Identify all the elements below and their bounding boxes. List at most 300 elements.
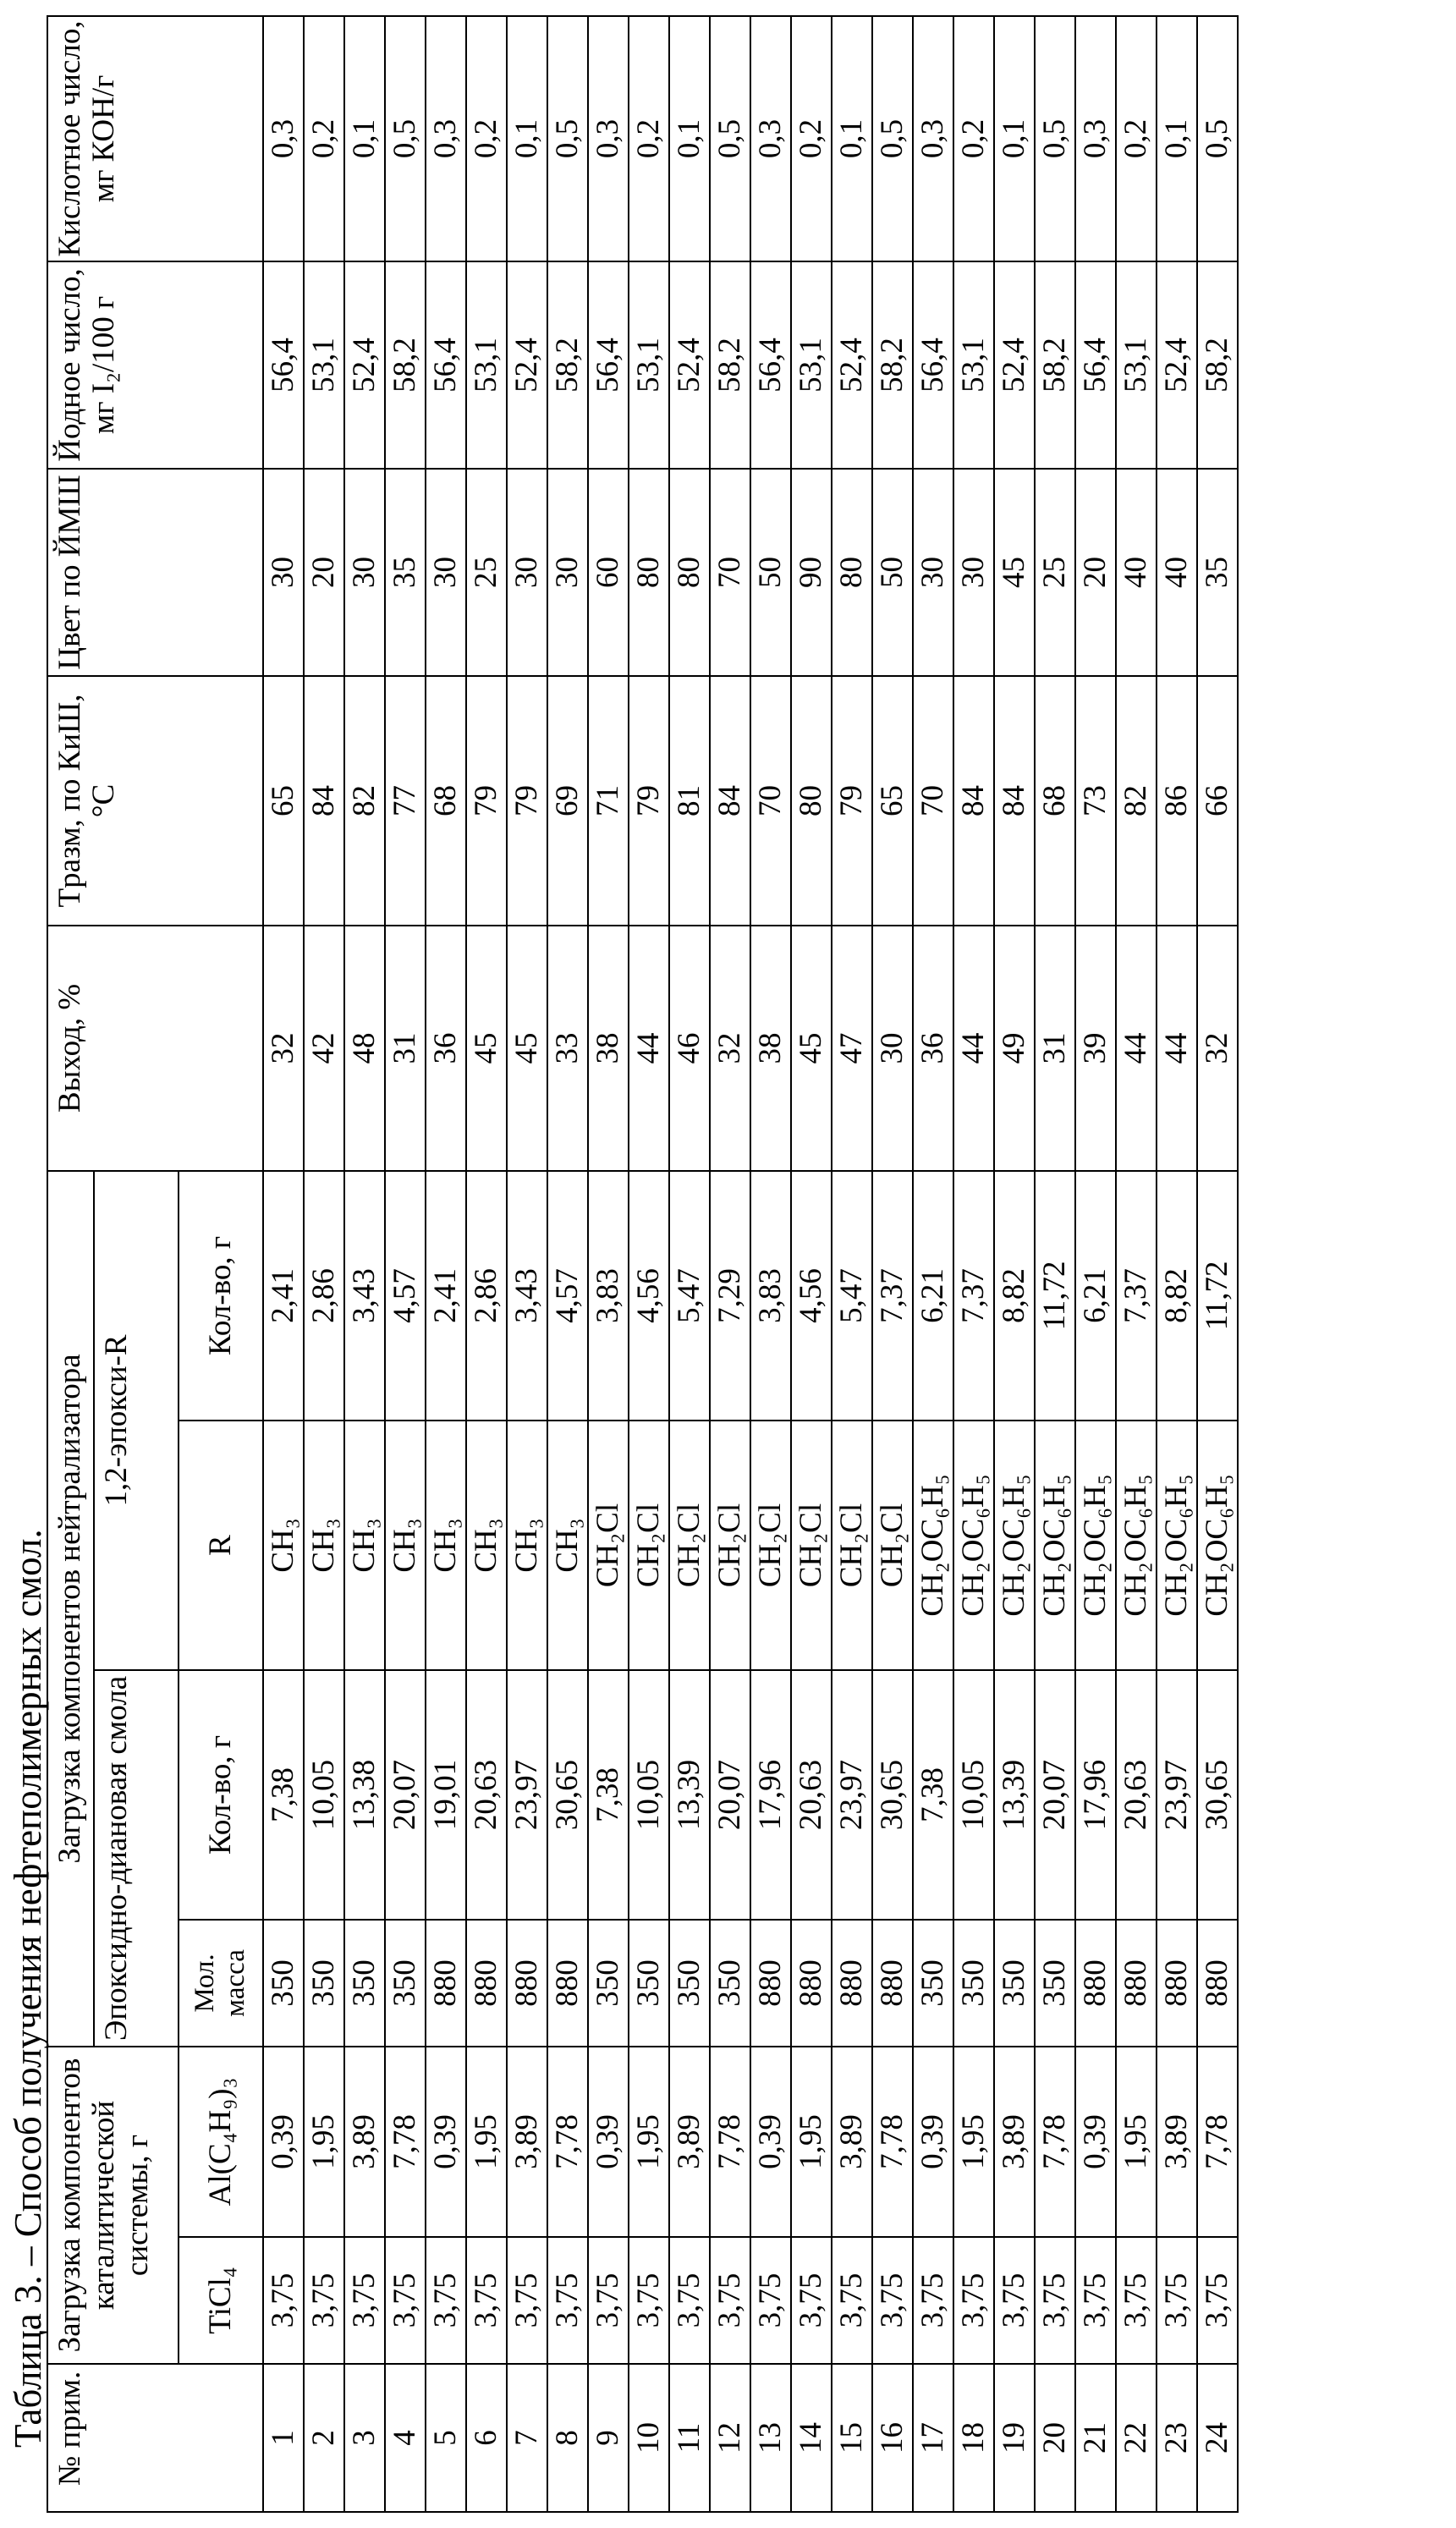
cell-al-tributyl: 0,39 [426, 2047, 466, 2237]
cell-yield: 45 [507, 926, 547, 1171]
cell-color: 40 [1157, 469, 1197, 676]
header-epoxy-resin: Эпоксидно-диановая смола [94, 1670, 179, 2047]
cell-al-tributyl: 1,95 [953, 2047, 994, 2237]
header-example-number: № прим. [47, 2364, 263, 2512]
cell-al-tributyl: 7,78 [1035, 2047, 1075, 2237]
cell-r-quantity: 4,56 [629, 1171, 669, 1421]
cell-acid-number: 0,2 [1116, 16, 1157, 261]
cell-al-tributyl: 3,89 [344, 2047, 385, 2237]
cell-al-tributyl: 1,95 [629, 2047, 669, 2237]
cell-mol-mass: 350 [669, 1920, 710, 2047]
cell-al-tributyl: 3,89 [832, 2047, 872, 2237]
cell-al-tributyl: 7,78 [710, 2047, 750, 2237]
cell-r-group: CH₂OC₆H₅ [1116, 1421, 1157, 1670]
cell-acid-number: 0,2 [629, 16, 669, 261]
cell-mol-mass: 350 [629, 1920, 669, 2047]
cell-iodine-number: 58,2 [872, 261, 913, 469]
cell-softening-temp: 73 [1075, 676, 1116, 926]
cell-al-tributyl: 7,78 [547, 2047, 588, 2237]
cell-acid-number: 0,5 [710, 16, 750, 261]
cell-ticl4: 3,75 [832, 2237, 872, 2364]
cell-epoxy-quantity: 13,39 [994, 1670, 1035, 1920]
cell-yield: 38 [588, 926, 629, 1171]
header-acid-number: Кислотное число, мг КОН/г [47, 16, 263, 261]
cell-example-number: 4 [385, 2364, 426, 2512]
cell-epoxy-quantity: 30,65 [547, 1670, 588, 1920]
cell-epoxy-quantity: 13,38 [344, 1670, 385, 1920]
cell-r-quantity: 3,83 [588, 1171, 629, 1421]
cell-yield: 31 [1035, 926, 1075, 1171]
table-row [426, 16, 466, 2512]
cell-mol-mass: 880 [426, 1920, 466, 2047]
cell-epoxy-quantity: 10,05 [629, 1670, 669, 1920]
cell-al-tributyl: 7,78 [385, 2047, 426, 2237]
cell-acid-number: 0,2 [953, 16, 994, 261]
cell-mol-mass: 350 [953, 1920, 994, 2047]
cell-example-number: 24 [1197, 2364, 1238, 2512]
cell-iodine-number: 52,4 [1157, 261, 1197, 469]
cell-acid-number: 0,2 [304, 16, 344, 261]
table-row [588, 16, 629, 2512]
cell-acid-number: 0,1 [832, 16, 872, 261]
cell-yield: 32 [1197, 926, 1238, 1171]
table-row [832, 16, 872, 2512]
cell-ticl4: 3,75 [1197, 2237, 1238, 2364]
cell-epoxy-quantity: 23,97 [507, 1670, 547, 1920]
cell-al-tributyl: 0,39 [588, 2047, 629, 2237]
cell-softening-temp: 68 [1035, 676, 1075, 926]
cell-yield: 39 [1075, 926, 1116, 1171]
cell-acid-number: 0,3 [750, 16, 791, 261]
table-row [304, 16, 344, 2512]
table-row [872, 16, 913, 2512]
cell-epoxy-quantity: 20,07 [710, 1670, 750, 1920]
cell-epoxy-quantity: 7,38 [263, 1670, 304, 1920]
cell-color: 20 [1075, 469, 1116, 676]
cell-r-quantity: 8,82 [994, 1171, 1035, 1421]
cell-mol-mass: 880 [1075, 1920, 1116, 2047]
cell-r-group: CH₂OC₆H₅ [1197, 1421, 1238, 1670]
cell-yield: 36 [913, 926, 953, 1171]
cell-epoxy-quantity: 7,38 [588, 1670, 629, 1920]
cell-example-number: 23 [1157, 2364, 1197, 2512]
rotated-page [0, 0, 1456, 2528]
cell-yield: 32 [710, 926, 750, 1171]
cell-epoxy-quantity: 17,96 [750, 1670, 791, 1920]
cell-color: 30 [913, 469, 953, 676]
cell-r-group: CH₂OC₆H₅ [1075, 1421, 1116, 1670]
cell-mol-mass: 880 [1157, 1920, 1197, 2047]
cell-ticl4: 3,75 [507, 2237, 547, 2364]
cell-epoxy-quantity: 23,97 [1157, 1670, 1197, 1920]
cell-yield: 47 [832, 926, 872, 1171]
cell-example-number: 14 [791, 2364, 832, 2512]
cell-epoxy-quantity: 20,63 [466, 1670, 507, 1920]
header-r-quantity: Кол-во, г [179, 1171, 263, 1421]
cell-color: 30 [507, 469, 547, 676]
table-row [385, 16, 426, 2512]
table-body [263, 16, 1238, 2512]
cell-softening-temp: 79 [629, 676, 669, 926]
cell-iodine-number: 53,1 [791, 261, 832, 469]
cell-iodine-number: 56,4 [1075, 261, 1116, 469]
cell-iodine-number: 52,4 [344, 261, 385, 469]
cell-ticl4: 3,75 [872, 2237, 913, 2364]
cell-r-group: CH₂Cl [669, 1421, 710, 1670]
cell-yield: 44 [629, 926, 669, 1171]
cell-color: 25 [1035, 469, 1075, 676]
cell-softening-temp: 79 [832, 676, 872, 926]
cell-example-number: 19 [994, 2364, 1035, 2512]
cell-softening-temp: 69 [547, 676, 588, 926]
cell-yield: 36 [426, 926, 466, 1171]
cell-epoxy-quantity: 20,63 [1116, 1670, 1157, 1920]
cell-iodine-number: 52,4 [994, 261, 1035, 469]
cell-mol-mass: 350 [344, 1920, 385, 2047]
cell-ticl4: 3,75 [1035, 2237, 1075, 2364]
cell-epoxy-quantity: 20,07 [1035, 1670, 1075, 1920]
cell-iodine-number: 56,4 [913, 261, 953, 469]
cell-example-number: 6 [466, 2364, 507, 2512]
cell-yield: 48 [344, 926, 385, 1171]
cell-yield: 45 [466, 926, 507, 1171]
cell-yield: 46 [669, 926, 710, 1171]
cell-r-quantity: 2,86 [466, 1171, 507, 1421]
cell-ticl4: 3,75 [344, 2237, 385, 2364]
cell-al-tributyl: 1,95 [466, 2047, 507, 2237]
table-row [1116, 16, 1157, 2512]
cell-softening-temp: 65 [263, 676, 304, 926]
cell-softening-temp: 82 [344, 676, 385, 926]
cell-ticl4: 3,75 [426, 2237, 466, 2364]
cell-color: 60 [588, 469, 629, 676]
table-caption: Таблица 3. – Способ получения нефтеполимерных смол. [7, 1529, 49, 2448]
cell-softening-temp: 77 [385, 676, 426, 926]
cell-ticl4: 3,75 [913, 2237, 953, 2364]
cell-acid-number: 0,1 [994, 16, 1035, 261]
cell-al-tributyl: 1,95 [304, 2047, 344, 2237]
cell-example-number: 7 [507, 2364, 547, 2512]
cell-ticl4: 3,75 [1116, 2237, 1157, 2364]
cell-acid-number: 0,5 [547, 16, 588, 261]
cell-color: 50 [750, 469, 791, 676]
cell-iodine-number: 56,4 [750, 261, 791, 469]
cell-mol-mass: 350 [1035, 1920, 1075, 2047]
cell-example-number: 21 [1075, 2364, 1116, 2512]
cell-r-group: CH₂Cl [710, 1421, 750, 1670]
cell-mol-mass: 350 [304, 1920, 344, 2047]
cell-example-number: 10 [629, 2364, 669, 2512]
cell-iodine-number: 58,2 [385, 261, 426, 469]
cell-r-group: CH₂OC₆H₅ [994, 1421, 1035, 1670]
cell-ticl4: 3,75 [1157, 2237, 1197, 2364]
cell-epoxy-quantity: 13,39 [669, 1670, 710, 1920]
cell-r-group: CH₂Cl [588, 1421, 629, 1670]
cell-epoxy-quantity: 20,07 [385, 1670, 426, 1920]
header-color: Цвет по ЙМШ [47, 469, 263, 676]
table-row [1075, 16, 1116, 2512]
cell-r-group: CH₃ [304, 1421, 344, 1670]
cell-epoxy-quantity: 7,38 [913, 1670, 953, 1920]
cell-example-number: 11 [669, 2364, 710, 2512]
cell-al-tributyl: 1,95 [1116, 2047, 1157, 2237]
cell-yield: 44 [953, 926, 994, 1171]
cell-yield: 44 [1157, 926, 1197, 1171]
cell-r-quantity: 2,41 [263, 1171, 304, 1421]
cell-ticl4: 3,75 [588, 2237, 629, 2364]
cell-example-number: 8 [547, 2364, 588, 2512]
header-epoxy-quantity: Кол-во, г [179, 1670, 263, 1920]
header-al-tributyl: Al(C₄H₉)₃ [179, 2047, 263, 2237]
cell-softening-temp: 84 [953, 676, 994, 926]
cell-r-quantity: 3,83 [750, 1171, 791, 1421]
table-row [507, 16, 547, 2512]
cell-ticl4: 3,75 [547, 2237, 588, 2364]
cell-acid-number: 0,1 [1157, 16, 1197, 261]
cell-r-group: CH₂Cl [791, 1421, 832, 1670]
cell-r-quantity: 7,37 [953, 1171, 994, 1421]
cell-acid-number: 0,1 [669, 16, 710, 261]
cell-r-quantity: 3,43 [344, 1171, 385, 1421]
table-row [547, 16, 588, 2512]
cell-yield: 32 [263, 926, 304, 1171]
cell-softening-temp: 79 [507, 676, 547, 926]
cell-al-tributyl: 0,39 [750, 2047, 791, 2237]
cell-softening-temp: 71 [588, 676, 629, 926]
cell-yield: 49 [994, 926, 1035, 1171]
cell-mol-mass: 350 [385, 1920, 426, 2047]
cell-iodine-number: 53,1 [466, 261, 507, 469]
table-row [953, 16, 994, 2512]
resin-synthesis-table [47, 15, 1239, 2513]
cell-mol-mass: 350 [710, 1920, 750, 2047]
cell-yield: 44 [1116, 926, 1157, 1171]
cell-ticl4: 3,75 [710, 2237, 750, 2364]
cell-r-group: CH₂Cl [872, 1421, 913, 1670]
cell-epoxy-quantity: 23,97 [832, 1670, 872, 1920]
cell-iodine-number: 53,1 [1116, 261, 1157, 469]
cell-softening-temp: 65 [872, 676, 913, 926]
cell-r-quantity: 3,43 [507, 1171, 547, 1421]
cell-color: 30 [344, 469, 385, 676]
cell-iodine-number: 53,1 [953, 261, 994, 469]
cell-epoxy-quantity: 30,65 [872, 1670, 913, 1920]
cell-r-group: CH₂OC₆H₅ [1157, 1421, 1197, 1670]
cell-color: 90 [791, 469, 832, 676]
cell-mol-mass: 350 [913, 1920, 953, 2047]
cell-acid-number: 0,3 [1075, 16, 1116, 261]
cell-acid-number: 0,1 [344, 16, 385, 261]
cell-yield: 33 [547, 926, 588, 1171]
table-row [1035, 16, 1075, 2512]
cell-color: 25 [466, 469, 507, 676]
cell-ticl4: 3,75 [994, 2237, 1035, 2364]
cell-example-number: 16 [872, 2364, 913, 2512]
cell-color: 40 [1116, 469, 1157, 676]
cell-mol-mass: 350 [994, 1920, 1035, 2047]
cell-example-number: 5 [426, 2364, 466, 2512]
cell-acid-number: 0,2 [466, 16, 507, 261]
cell-softening-temp: 80 [791, 676, 832, 926]
cell-example-number: 9 [588, 2364, 629, 2512]
table-row [710, 16, 750, 2512]
cell-example-number: 17 [913, 2364, 953, 2512]
cell-yield: 42 [304, 926, 344, 1171]
cell-acid-number: 0,5 [385, 16, 426, 261]
cell-acid-number: 0,2 [791, 16, 832, 261]
table-row [344, 16, 385, 2512]
cell-r-quantity: 7,37 [1116, 1171, 1157, 1421]
cell-color: 30 [953, 469, 994, 676]
cell-iodine-number: 58,2 [710, 261, 750, 469]
table-row [913, 16, 953, 2512]
header-catalyst-loading: Загрузка компонентов каталитической системы, г [47, 2047, 179, 2364]
cell-al-tributyl: 3,89 [994, 2047, 1035, 2237]
cell-ticl4: 3,75 [750, 2237, 791, 2364]
cell-al-tributyl: 7,78 [1197, 2047, 1238, 2237]
cell-softening-temp: 70 [750, 676, 791, 926]
cell-color: 30 [426, 469, 466, 676]
cell-iodine-number: 53,1 [629, 261, 669, 469]
cell-ticl4: 3,75 [304, 2237, 344, 2364]
cell-softening-temp: 70 [913, 676, 953, 926]
cell-color: 45 [994, 469, 1035, 676]
cell-color: 80 [832, 469, 872, 676]
cell-r-quantity: 2,86 [304, 1171, 344, 1421]
cell-example-number: 2 [304, 2364, 344, 2512]
cell-r-group: CH₃ [507, 1421, 547, 1670]
table-row [791, 16, 832, 2512]
cell-ticl4: 3,75 [629, 2237, 669, 2364]
cell-iodine-number: 52,4 [669, 261, 710, 469]
cell-r-quantity: 4,56 [791, 1171, 832, 1421]
cell-al-tributyl: 3,89 [669, 2047, 710, 2237]
cell-acid-number: 0,5 [1197, 16, 1238, 261]
cell-mol-mass: 880 [750, 1920, 791, 2047]
cell-iodine-number: 56,4 [263, 261, 304, 469]
cell-color: 30 [263, 469, 304, 676]
cell-acid-number: 0,3 [263, 16, 304, 261]
cell-r-quantity: 4,57 [547, 1171, 588, 1421]
cell-mol-mass: 880 [1197, 1920, 1238, 2047]
table-row [750, 16, 791, 2512]
cell-al-tributyl: 7,78 [872, 2047, 913, 2237]
cell-epoxy-quantity: 17,96 [1075, 1670, 1116, 1920]
cell-r-group: CH₂OC₆H₅ [953, 1421, 994, 1670]
cell-example-number: 15 [832, 2364, 872, 2512]
header-iodine-number: Йодное число, мг I₂/100 г [47, 261, 263, 469]
header-mol-mass: Мол. масса [179, 1920, 263, 2047]
table-row [629, 16, 669, 2512]
cell-r-group: CH₃ [385, 1421, 426, 1670]
cell-yield: 45 [791, 926, 832, 1171]
cell-r-quantity: 5,47 [669, 1171, 710, 1421]
cell-r-quantity: 6,21 [1075, 1171, 1116, 1421]
cell-mol-mass: 880 [1116, 1920, 1157, 2047]
cell-r-group: CH₂Cl [750, 1421, 791, 1670]
cell-color: 50 [872, 469, 913, 676]
cell-acid-number: 0,1 [507, 16, 547, 261]
cell-r-quantity: 7,37 [872, 1171, 913, 1421]
cell-iodine-number: 52,4 [507, 261, 547, 469]
cell-epoxy-quantity: 20,63 [791, 1670, 832, 1920]
cell-ticl4: 3,75 [1075, 2237, 1116, 2364]
cell-iodine-number: 56,4 [588, 261, 629, 469]
cell-r-group: CH₂OC₆H₅ [1035, 1421, 1075, 1670]
cell-ticl4: 3,75 [669, 2237, 710, 2364]
cell-ticl4: 3,75 [385, 2237, 426, 2364]
cell-color: 30 [547, 469, 588, 676]
cell-softening-temp: 79 [466, 676, 507, 926]
cell-color: 20 [304, 469, 344, 676]
cell-iodine-number: 52,4 [832, 261, 872, 469]
table-row [466, 16, 507, 2512]
cell-ticl4: 3,75 [263, 2237, 304, 2364]
cell-softening-temp: 84 [304, 676, 344, 926]
cell-al-tributyl: 0,39 [263, 2047, 304, 2237]
cell-iodine-number: 56,4 [426, 261, 466, 469]
cell-epoxy-quantity: 19,01 [426, 1670, 466, 1920]
cell-mol-mass: 880 [547, 1920, 588, 2047]
cell-color: 70 [710, 469, 750, 676]
cell-ticl4: 3,75 [791, 2237, 832, 2364]
cell-acid-number: 0,3 [588, 16, 629, 261]
cell-iodine-number: 58,2 [547, 261, 588, 469]
cell-ticl4: 3,75 [466, 2237, 507, 2364]
cell-softening-temp: 84 [994, 676, 1035, 926]
cell-r-quantity: 7,29 [710, 1171, 750, 1421]
cell-epoxy-quantity: 10,05 [304, 1670, 344, 1920]
table-row [1157, 16, 1197, 2512]
cell-yield: 30 [872, 926, 913, 1171]
cell-softening-temp: 82 [1116, 676, 1157, 926]
cell-mol-mass: 880 [832, 1920, 872, 2047]
cell-r-group: CH₃ [466, 1421, 507, 1670]
cell-mol-mass: 880 [872, 1920, 913, 2047]
cell-r-group: CH₃ [263, 1421, 304, 1670]
cell-r-quantity: 2,41 [426, 1171, 466, 1421]
cell-example-number: 13 [750, 2364, 791, 2512]
cell-al-tributyl: 3,89 [507, 2047, 547, 2237]
cell-example-number: 1 [263, 2364, 304, 2512]
cell-softening-temp: 81 [669, 676, 710, 926]
header-neutralizer-loading: Загрузка компонентов нейтрализатора [47, 1171, 94, 2047]
cell-r-group: CH₂OC₆H₅ [913, 1421, 953, 1670]
header-yield: Выход, % [47, 926, 263, 1171]
cell-al-tributyl: 0,39 [1075, 2047, 1116, 2237]
cell-mol-mass: 880 [466, 1920, 507, 2047]
cell-r-quantity: 6,21 [913, 1171, 953, 1421]
cell-example-number: 12 [710, 2364, 750, 2512]
table-row [669, 16, 710, 2512]
cell-acid-number: 0,3 [426, 16, 466, 261]
cell-iodine-number: 58,2 [1035, 261, 1075, 469]
header-r-group: R [179, 1421, 263, 1670]
cell-acid-number: 0,5 [1035, 16, 1075, 261]
cell-r-group: CH₂Cl [832, 1421, 872, 1670]
cell-epoxy-quantity: 10,05 [953, 1670, 994, 1920]
cell-example-number: 3 [344, 2364, 385, 2512]
cell-r-group: CH₃ [344, 1421, 385, 1670]
header-softening-temp: Tразм, по КиШ, °C [47, 676, 263, 926]
cell-r-quantity: 5,47 [832, 1171, 872, 1421]
cell-iodine-number: 58,2 [1197, 261, 1238, 469]
cell-r-group: CH₂Cl [629, 1421, 669, 1670]
cell-acid-number: 0,3 [913, 16, 953, 261]
cell-softening-temp: 66 [1197, 676, 1238, 926]
cell-mol-mass: 880 [507, 1920, 547, 2047]
cell-color: 80 [629, 469, 669, 676]
